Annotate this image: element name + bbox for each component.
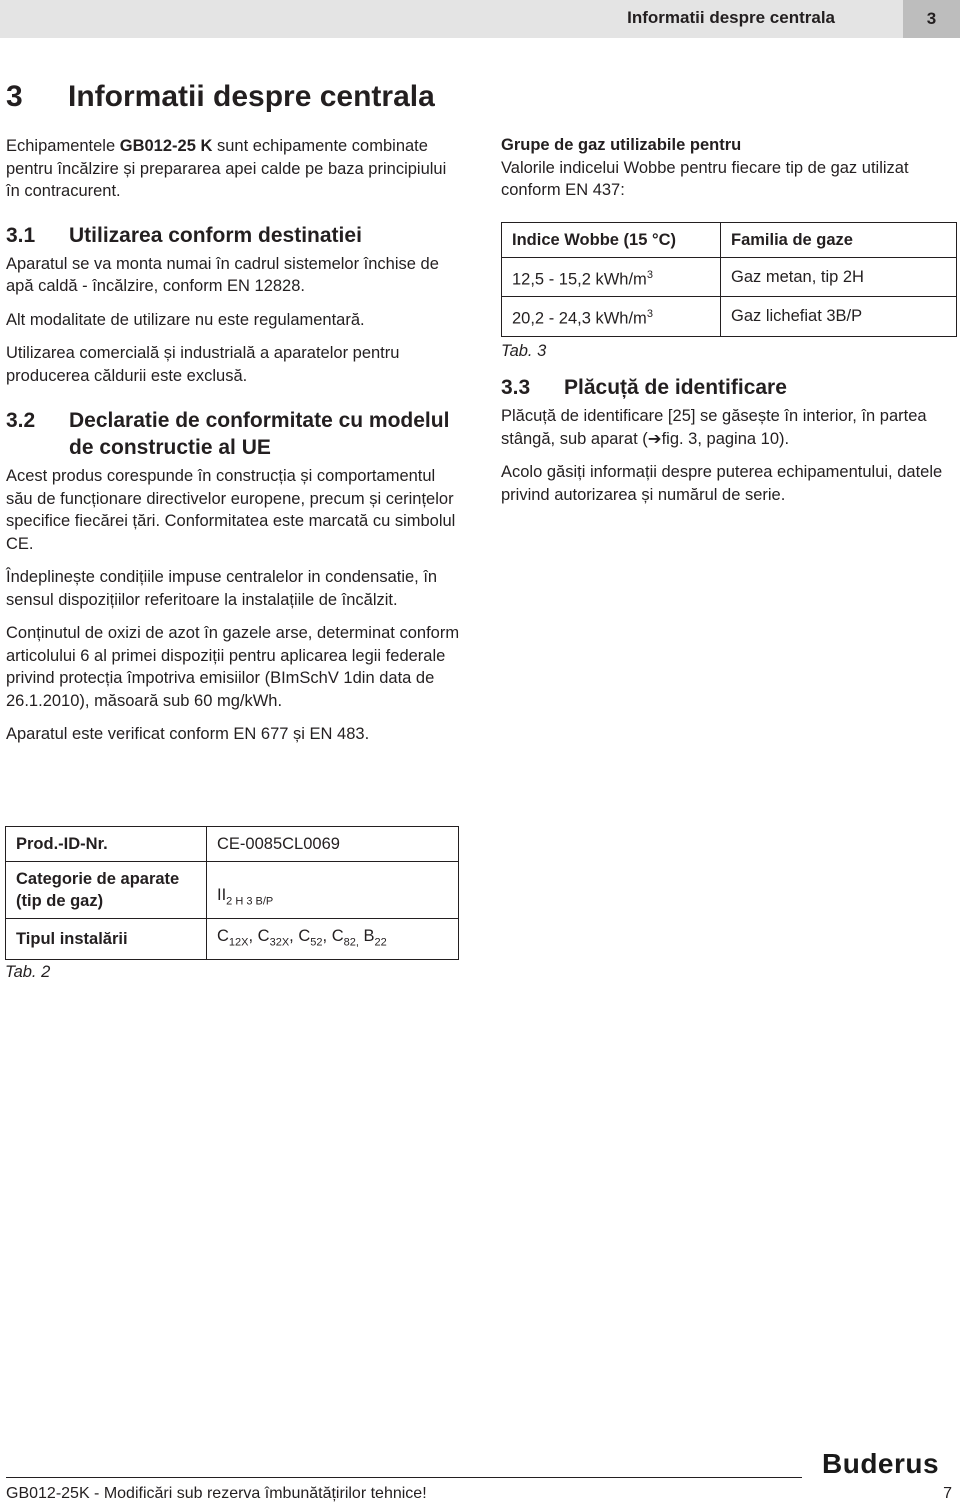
install-type-subscript: 82, [343,936,359,949]
chapter-heading [6,80,435,114]
right-column [501,134,957,517]
intro-paragraph [6,135,464,203]
footer-divider [6,1477,802,1478]
gas-groups-description: Valorile indicelui Wobbe pentru fiecare tip de gaz utilizat conform EN 437: [501,158,909,199]
table-header-cell: Indice Wobbe (15 °C) [502,222,721,257]
section-3-2-title: Declaratie de conformitate cu modelul de constructie al UE [69,409,450,459]
gas-category-base: II [217,885,227,904]
section-3-3-paragraph-1: Plăcuță de identificare [25] se găsește în interior, în partea stângă, sub aparat (➔fig. 3, pagina 10). [501,407,927,448]
running-header-bar [0,0,903,38]
table-3-caption: Tab. 3 [501,341,547,360]
table-cell [502,297,721,337]
install-type-subscript: 12X [228,936,249,949]
install-type-base: C [298,927,311,945]
section-3-2-heading [6,407,464,461]
table-cell: Gaz lichefiat 3B/P [721,297,957,337]
unit-exponent: 3 [646,308,653,320]
install-type-subscript: 22 [374,936,387,949]
section-3-2-paragraph-2: Îndeplinește condițiile impuse centralelor in condensatie, în sensul dispozițiilor referitoare la instalațiile de încălzit. [6,568,438,609]
gas-category-subscript: 2 H 3 B/P [226,895,274,907]
page-number: 7 [943,1485,952,1502]
wobbe-range: 12,5 - 15,2 kWh/m [512,270,647,288]
table-row [502,257,957,297]
table-cell [207,919,459,960]
table-cell: Gaz metan, tip 2H [721,257,957,297]
section-3-2-paragraph-3: Conținutul de oxizi de azot în gazele arse, determinat conform articolului 6 al primei dispoziții pentru aplicarea legii federale privind protecția împotriva emisiilor (BImSchV 1din data de 26.1.2010), măsoară sub 60 mg/kWh. [6,624,460,710]
install-type-subscript: 52 [310,936,323,949]
table-2-block [5,826,459,982]
install-type-separator: , [248,927,258,945]
section-3-3-heading [501,374,957,401]
unit-exponent: 3 [646,268,653,281]
section-3-1-paragraph-1: Aparatul se va monta numai în cadrul sistemelor închise de apă caldă - încălzire, conform EN 12828. [6,254,439,295]
section-3-2-paragraph-4: Aparatul este verificat conform EN 677 și EN 483. [6,725,370,743]
install-type-base: C [257,927,270,945]
table-cell: Categorie de aparate (tip de gaz) [6,862,207,919]
footer-text: GB012-25K - Modificări sub rezerva îmbunătățirilor tehnice! [6,1485,427,1502]
section-3-1-paragraph-2: Alt modalitate de utilizare nu este regulamentară. [6,310,365,329]
model-name: GB012-25 K [119,137,213,155]
section-3-2-paragraph-1: Acest produs corespunde în construcția și comportamentul său de funcționare directivelor europene, precum și cerințelor specifice fiecărei țări. Conformitatea este marcată cu simbolul CE. [6,467,456,553]
table-cell [207,862,459,919]
table-2 [5,826,459,960]
install-type-base: C [217,927,229,945]
section-3-1-title: Utilizarea conform destinatiei [69,223,362,247]
intro-text-start: Echipamentele [6,137,120,155]
section-3-1-number: 3.1 [6,223,36,247]
table-row [6,862,459,919]
chapter-heading-number: 3 [6,80,23,113]
install-type-separator: , [289,927,299,945]
table-2-caption: Tab. 2 [5,963,51,982]
intro-text-end: sunt echipamente combinate pentru încălzire și prepararea apei calde pe baza principiului în contracurent. [6,137,447,200]
chapter-number-tab: 3 [903,0,960,38]
install-type-base: B [363,927,375,945]
table-header-cell: Familia de gaze [721,222,957,257]
table-row [502,222,957,257]
install-type-base: C [331,927,344,945]
wobbe-range: 20,2 - 24,3 kWh/m [512,309,647,328]
table-row [6,919,459,960]
table-row [502,297,957,337]
section-3-1-paragraph-3: Utilizarea comercială și industrială a aparatelor pentru producerea căldurii este exclusă. [6,344,400,385]
table-3 [501,222,957,337]
gas-groups-heading: Grupe de gaz utilizabile pentru [501,136,742,154]
table-row [6,827,459,862]
chapter-heading-text: Informatii despre centrala [68,80,435,113]
section-3-3-title: Plăcuță de identificare [564,376,787,399]
running-header-title: Informatii despre centrala [627,8,835,27]
install-type-separator: , [322,927,332,945]
left-column [6,135,464,757]
table-cell: CE-0085CL0069 [207,827,459,862]
table-cell: Prod.-ID-Nr. [6,827,207,862]
table-cell: Tipul instalării [6,919,207,960]
section-3-3-paragraph-2: Acolo găsiți informații despre puterea echipamentului, datele privind autorizarea și numărul de serie. [501,463,943,504]
section-3-2-number: 3.2 [6,409,36,432]
table-cell [502,257,721,297]
brand-logo: Buderus [822,1448,940,1479]
install-type-subscript: 32X [269,936,290,949]
section-3-3-number: 3.3 [501,376,531,399]
section-3-1-heading [6,222,464,249]
